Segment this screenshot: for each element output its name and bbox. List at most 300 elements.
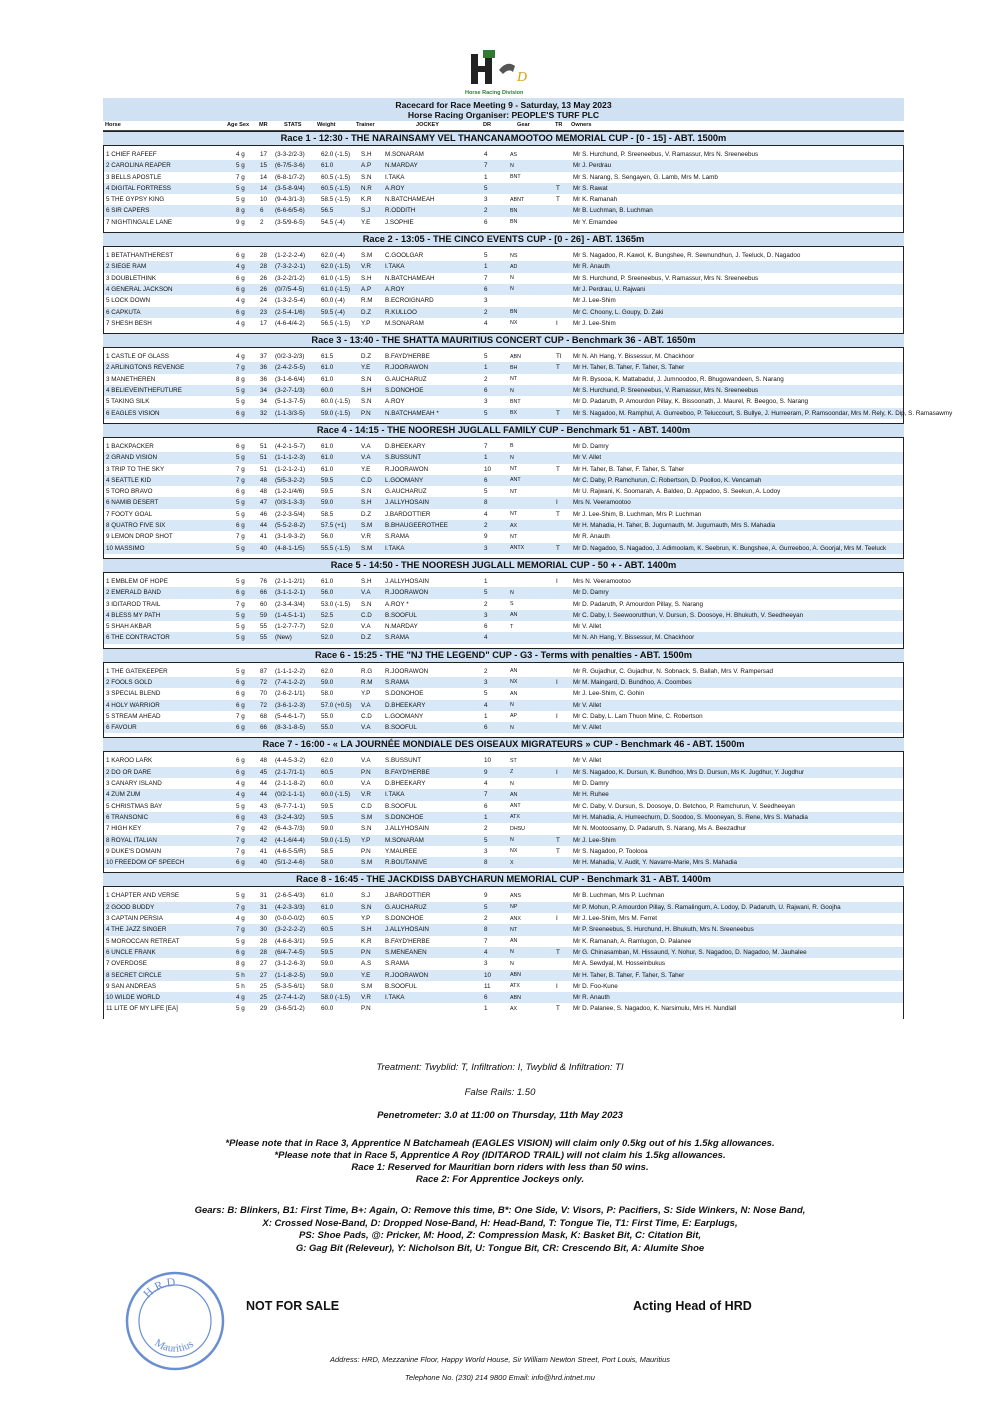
stats: (6-7/5-3-6) bbox=[275, 162, 305, 170]
runner-row bbox=[104, 767, 903, 778]
age-sex: 6 g bbox=[236, 948, 245, 956]
weight: 60.0 (-1.5) bbox=[321, 791, 351, 799]
treatment: I bbox=[556, 678, 558, 686]
horse-name: 5 TAKING SILK bbox=[106, 398, 150, 406]
weight: 60.5 bbox=[321, 926, 334, 934]
weight: 58.0 bbox=[321, 690, 334, 698]
horse-name: 5 TORO BRAVO bbox=[106, 488, 153, 496]
race-runners bbox=[103, 438, 904, 558]
stats: (4-2-1-5-7) bbox=[275, 442, 306, 450]
horse-name: 9 SAN ANDREAS bbox=[106, 982, 157, 990]
owners: Mrs N. Veeramootoo bbox=[573, 499, 631, 507]
runner-row bbox=[104, 846, 903, 857]
owners: Mr S. Nagadoo, R. Kawol, K. Bungshee, R. Sewnundhun, J. Teeluck, D. Nagadoo bbox=[573, 252, 801, 260]
runner-row bbox=[104, 992, 903, 1003]
stats: (5/1-2-4-6) bbox=[275, 859, 305, 867]
mr: 15 bbox=[260, 162, 268, 170]
draw: 5 bbox=[484, 252, 488, 260]
owners: Mr N. Mootoosamy, D. Padaruth, S. Narang, Ms A. Beezadhur bbox=[573, 825, 747, 833]
trainer: N.R bbox=[361, 184, 372, 192]
owners: Mr D. Padaruth, P. Amourdon Pillay, S. Narang bbox=[573, 600, 703, 608]
owners: Mr V. Allet bbox=[573, 757, 602, 765]
runner-row bbox=[104, 902, 903, 913]
age-sex: 5 g bbox=[236, 623, 245, 631]
stats: (1-2-1/4/6) bbox=[275, 488, 305, 496]
treatment: T bbox=[556, 948, 560, 956]
age-sex: 5 g bbox=[236, 611, 245, 619]
gear: ABN bbox=[510, 353, 521, 360]
age-sex: 4 g bbox=[236, 297, 245, 305]
owners: Mrs N. Veeramootoo bbox=[573, 577, 631, 585]
weight: 60.0 bbox=[321, 1005, 334, 1013]
draw: 3 bbox=[484, 611, 488, 619]
age-sex: 5 g bbox=[236, 937, 245, 945]
treatment: I bbox=[556, 915, 558, 923]
owners: Mr S. Hurchund, P. Sreeneebus, V. Ramassur, Mrs N. Sreeneebus bbox=[573, 274, 759, 282]
gear: NT bbox=[510, 466, 518, 473]
weight: 55.5 (-1.5) bbox=[321, 544, 351, 552]
owners: Mr H. Taher, B. Taher, F. Taher, S. Taher bbox=[573, 465, 685, 473]
trainer: S.J bbox=[361, 207, 371, 215]
owners: Mr C. Daby, V. Dursun, S. Doosoye, D. Betchoo, P. Ramchurun, V. Seedheeyan bbox=[573, 802, 795, 810]
horse-name: 1 THE GATEKEEPER bbox=[106, 667, 168, 675]
gear: N bbox=[510, 780, 514, 787]
gear: BNT bbox=[510, 174, 521, 181]
horse-name: 2 SIEGE RAM bbox=[106, 263, 147, 271]
trainer: A.P bbox=[361, 285, 372, 293]
weight: 61.5 bbox=[321, 353, 334, 361]
owners: Mr J. Lee-Shim, C. Gohin bbox=[573, 690, 645, 698]
age-sex: 6 g bbox=[236, 522, 245, 530]
mr: 29 bbox=[260, 1005, 268, 1013]
trainer: P.N bbox=[361, 1005, 371, 1013]
trainer: S.N bbox=[361, 903, 372, 911]
jockey: N.BATCHAMEAH bbox=[385, 196, 435, 204]
mr: 6 bbox=[260, 207, 264, 215]
stats: (5-4-6-1-7) bbox=[275, 712, 306, 720]
stats: (4-4-5-3-2) bbox=[275, 757, 306, 765]
gear: N bbox=[510, 960, 514, 967]
mr: 24 bbox=[260, 297, 268, 305]
horse-name: 7 HIGH KEY bbox=[106, 825, 142, 833]
age-sex: 5 g bbox=[236, 510, 245, 518]
horse-name: 3 CAPTAIN PERSIA bbox=[106, 915, 163, 923]
trainer: S.H bbox=[361, 926, 372, 934]
horse-name: 6 CAPKUTA bbox=[106, 308, 141, 316]
runner-row bbox=[104, 1003, 903, 1014]
treatment: T bbox=[556, 465, 560, 473]
runner-row bbox=[104, 475, 903, 486]
horse-name: 6 NAMIB DESERT bbox=[106, 499, 159, 507]
col-agesex: Age Sex bbox=[227, 122, 250, 128]
runner-row bbox=[104, 890, 903, 901]
owners: Mr U. Rajwani, K. Soomarah, A. Baldeo, D. Appadoo, S. Seekun, A. Lodoy bbox=[573, 488, 781, 496]
trainer: D.Z bbox=[361, 353, 372, 361]
age-sex: 7 g bbox=[236, 476, 245, 484]
owners: Mr D. Damry bbox=[573, 442, 609, 450]
stats: (9-4-3/1-3) bbox=[275, 196, 305, 204]
treatment: T bbox=[556, 1005, 560, 1013]
racecard-title: Racecard for Race Meeting 9 - Saturday, 13 May 2023 bbox=[103, 98, 904, 110]
horse-name: 1 KAROO LARK bbox=[106, 757, 153, 765]
gear: S bbox=[510, 601, 514, 607]
gear: ANTX bbox=[510, 545, 525, 552]
trainer: Y.P bbox=[361, 690, 371, 698]
horse-name: 4 SEATTLE KID bbox=[106, 476, 152, 484]
runner-row bbox=[104, 857, 903, 868]
jockey: A.ROY * bbox=[385, 600, 409, 608]
note-line: *Please note that in Race 5, Apprentice A Roy (IDITAROD TRAIL) will not claim his 1.5kg allowances. bbox=[274, 1150, 726, 1161]
weight: 58.0 bbox=[321, 859, 334, 867]
trainer: P.N bbox=[361, 847, 371, 855]
weight: 52.0 bbox=[321, 634, 334, 642]
draw: 1 bbox=[484, 813, 488, 821]
gear: NT bbox=[510, 376, 518, 383]
age-sex: 6 g bbox=[236, 274, 245, 282]
owners: Mr M. Maingard, D. Bundhoo, A. Coombes bbox=[573, 678, 692, 686]
mr: 40 bbox=[260, 859, 268, 867]
owners: Mr D. Padaruth, P. Amourdon Pillay, K. Bissoonath, J. Maurel, R. Beegoo, S. Narang bbox=[573, 398, 808, 406]
runner-row bbox=[104, 149, 903, 160]
horse-name: 6 TRANSONIC bbox=[106, 813, 149, 821]
mr: 42 bbox=[260, 825, 268, 833]
horse-name: 9 DUKE'S DOMAIN bbox=[106, 847, 162, 855]
owners: Mr D. Palanee, S. Nagadoo, K. Narsimulu, Mrs H. Nundlall bbox=[573, 1005, 737, 1013]
treatment: T bbox=[556, 184, 560, 192]
draw: 8 bbox=[484, 499, 488, 507]
draw: 6 bbox=[484, 802, 488, 810]
gear: BNT bbox=[510, 398, 521, 405]
draw: 6 bbox=[484, 285, 488, 293]
weight: 58.5 bbox=[321, 510, 334, 518]
race-runners bbox=[103, 348, 953, 423]
stats: (3-6-1-2-3) bbox=[275, 701, 306, 709]
owners: Mr R. Gujadhur, C. Gujadhur, N. Sobnack, S. Ballah, Mrs V. Rampersad bbox=[573, 667, 773, 675]
gear: NP bbox=[510, 904, 518, 911]
jockey: R.BOUTANIVE bbox=[385, 859, 428, 867]
mr: 2 bbox=[260, 218, 264, 226]
weight: 61.0 bbox=[321, 892, 334, 900]
gear: N bbox=[510, 162, 514, 169]
owners: Mr H. Ruhee bbox=[573, 791, 609, 799]
trainer: K.R bbox=[361, 937, 372, 945]
trainer: Y.E bbox=[361, 364, 371, 372]
race-title: Race 6 - 15:25 - THE "NJ THE LEGEND" CUP - G3 - Terms with penalties - ABT. 1500m bbox=[103, 648, 904, 663]
draw: 6 bbox=[484, 387, 488, 395]
owners: Mr S. Nagadoo, K. Dursun, K. Bundhoo, Mrs D. Dursun, Ms K. Jugdhur, Y. Jugdhur bbox=[573, 768, 805, 776]
mr: 34 bbox=[260, 398, 268, 406]
mr: 45 bbox=[260, 768, 268, 776]
jockey: D.BHEEKARY bbox=[385, 442, 426, 450]
stats: (3-5-8-9/4) bbox=[275, 184, 305, 192]
weight: 60.0 (-1.5) bbox=[321, 398, 351, 406]
jockey: I.TAKA bbox=[385, 263, 405, 271]
note-line: Race 1: Reserved for Mauritian born riders with less than 50 wins. bbox=[351, 1162, 649, 1173]
jockey: I.TAKA bbox=[385, 544, 405, 552]
age-sex: 6 g bbox=[236, 768, 245, 776]
treatment: I bbox=[556, 768, 558, 776]
age-sex: 7 g bbox=[236, 926, 245, 934]
draw: 5 bbox=[484, 836, 488, 844]
gear: ATX bbox=[510, 814, 520, 821]
draw: 2 bbox=[484, 308, 488, 316]
trainer: K.R bbox=[361, 196, 372, 204]
draw: 3 bbox=[484, 678, 488, 686]
weight: 61.0 bbox=[321, 442, 334, 450]
horse-name: 11 LITE OF MY LIFE [EA] bbox=[106, 1005, 178, 1013]
owners: Mr C. Daby, L. Lam Thuon Mine, C. Robertson bbox=[573, 712, 703, 720]
treatment: T bbox=[556, 364, 560, 372]
mr: 43 bbox=[260, 813, 268, 821]
jockey: B.SOOFUL bbox=[385, 724, 417, 732]
runner-row bbox=[104, 599, 903, 610]
owners: Mr V. Allet bbox=[573, 454, 602, 462]
trainer: S.N bbox=[361, 825, 372, 833]
mr: 17 bbox=[260, 319, 268, 327]
draw: 11 bbox=[484, 982, 491, 990]
stats: (1-1-3/3-5) bbox=[275, 409, 305, 417]
draw: 1 bbox=[484, 712, 488, 720]
stats: (3-1-1-2-1) bbox=[275, 589, 306, 597]
runner-row bbox=[104, 273, 903, 284]
gear: ATX bbox=[510, 983, 520, 990]
mr: 34 bbox=[260, 387, 268, 395]
svg-text:Mauritius bbox=[152, 1337, 195, 1355]
weight: 52.5 bbox=[321, 611, 334, 619]
runner-row bbox=[104, 217, 903, 228]
trainer: V.A bbox=[361, 623, 371, 631]
horse-name: 2 EMERALD BAND bbox=[106, 589, 161, 597]
horse-name: 7 FOOTY GOAL bbox=[106, 510, 153, 518]
weight: 55.0 bbox=[321, 712, 334, 720]
jockey: S.RAMA bbox=[385, 678, 410, 686]
age-sex: 5 g bbox=[236, 162, 245, 170]
gears-legend bbox=[0, 1205, 1000, 1255]
horse-name: 5 STREAM AHEAD bbox=[106, 712, 161, 720]
treatment-note: Treatment: Twyblid: T, Infiltration: I, Twyblid & Infiltration: TI bbox=[376, 1062, 624, 1073]
weight: 53.0 (-1.5) bbox=[321, 600, 351, 608]
stats: (4-8-1-1/5) bbox=[275, 544, 305, 552]
owners: Mr N. Ah Hang, Y. Bissessur, M. Chackhoor bbox=[573, 353, 695, 361]
jockey: J.BARDOTTIER bbox=[385, 510, 431, 518]
mr: 68 bbox=[260, 712, 268, 720]
runner-row bbox=[104, 632, 903, 643]
mr: 26 bbox=[260, 274, 268, 282]
age-sex: 7 g bbox=[236, 836, 245, 844]
owners: Mr J. Lee-Shim bbox=[573, 297, 616, 305]
stats: (2-2-3-5/4) bbox=[275, 510, 305, 518]
mr: 30 bbox=[260, 915, 268, 923]
draw: 6 bbox=[484, 476, 488, 484]
stats: (1-2-2-2-4) bbox=[275, 252, 306, 260]
horse-name: 4 THE JAZZ SINGER bbox=[106, 926, 167, 934]
gear: N bbox=[510, 589, 514, 596]
owners: Mr D. Damry bbox=[573, 589, 609, 597]
treatment: T bbox=[556, 196, 560, 204]
draw: 3 bbox=[484, 847, 488, 855]
trainer: V.A bbox=[361, 724, 371, 732]
gear: ANX bbox=[510, 915, 521, 922]
runner-row bbox=[104, 677, 903, 688]
stats: (5-5-2-8-2) bbox=[275, 522, 306, 530]
age-sex: 6 g bbox=[236, 589, 245, 597]
owners: Mr C. Choony, L. Goupy, D. Zaki bbox=[573, 308, 664, 316]
age-sex: 5 g bbox=[236, 196, 245, 204]
runner-row bbox=[104, 947, 903, 958]
gear: ABN bbox=[510, 994, 521, 1001]
gear: B bbox=[510, 443, 514, 450]
runner-row bbox=[104, 587, 903, 598]
draw: 5 bbox=[484, 903, 488, 911]
weight: 59.5 bbox=[321, 476, 334, 484]
draw: 5 bbox=[484, 353, 488, 361]
mr: 28 bbox=[260, 937, 268, 945]
runner-row bbox=[104, 497, 903, 508]
horse-name: 3 SPECIAL BLEND bbox=[106, 690, 161, 698]
trainer: Y.E bbox=[361, 971, 371, 979]
weight: 54.5 (-4) bbox=[321, 218, 345, 226]
mr: 76 bbox=[260, 577, 268, 585]
race-title: Race 2 - 13:05 - THE CINCO EVENTS CUP - [0 - 26] - ABT. 1365m bbox=[103, 232, 904, 247]
trainer: S.J bbox=[361, 892, 371, 900]
acting-head: Acting Head of HRD bbox=[633, 1299, 752, 1313]
gear: NT bbox=[510, 533, 518, 540]
jockey: N.BATCHAMEAH bbox=[385, 274, 435, 282]
trainer: D.Z bbox=[361, 510, 372, 518]
weight: 56.0 bbox=[321, 533, 334, 541]
horse-name: 10 FREEDOM OF SPEECH bbox=[106, 859, 185, 867]
weight: 52.0 bbox=[321, 623, 334, 631]
age-sex: 4 g bbox=[236, 915, 245, 923]
stats: (6-6-6/5-6) bbox=[275, 207, 305, 215]
gear: AX bbox=[510, 522, 518, 529]
draw: 4 bbox=[484, 151, 488, 158]
runner-row bbox=[104, 509, 903, 520]
trainer: C.D bbox=[361, 476, 372, 484]
race-title: Race 8 - 16:45 - THE JACKDISS DABYCHARUN MEMORIAL CUP - Benchmark 31 - ABT. 1400m bbox=[103, 872, 904, 887]
race-runners bbox=[103, 247, 904, 333]
weight: 56.0 bbox=[321, 589, 334, 597]
draw: 9 bbox=[484, 892, 488, 900]
runner-row bbox=[104, 981, 903, 992]
runner-row bbox=[104, 307, 903, 318]
jockey: L.GOOMANY bbox=[385, 476, 424, 484]
age-sex: 4 g bbox=[236, 994, 245, 1002]
mr: 48 bbox=[260, 488, 268, 496]
age-sex: 7 g bbox=[236, 173, 245, 181]
weight: 59.5 bbox=[321, 488, 334, 496]
horse-name: 4 GENERAL JACKSON bbox=[106, 285, 173, 293]
trainer: V.R bbox=[361, 263, 371, 271]
jockey: C.GOOLGAR bbox=[385, 252, 424, 260]
weight: 59.5 (-4) bbox=[321, 308, 345, 316]
stats: (3-2-2/1-2) bbox=[275, 274, 305, 282]
stats: (1-1-8-2-5) bbox=[275, 971, 306, 979]
owners: Mr V. Allet bbox=[573, 701, 602, 709]
owners: Mr J. Lee-Shim bbox=[573, 319, 616, 327]
draw: 4 bbox=[484, 319, 488, 327]
horse-name: 10 WILDE WORLD bbox=[106, 994, 160, 1002]
stats: (2-7-4-1-2) bbox=[275, 994, 306, 1002]
stats: (5/5-3-2-2) bbox=[275, 476, 305, 484]
horse-name: 6 EAGLES VISION bbox=[106, 409, 160, 417]
draw: 5 bbox=[484, 488, 488, 496]
runner-row bbox=[104, 351, 903, 362]
col-jockey: JOCKEY bbox=[416, 122, 440, 128]
draw: 2 bbox=[484, 522, 488, 530]
trainer: P.N bbox=[361, 409, 371, 417]
jockey: R.JOORAWON bbox=[385, 364, 429, 372]
hrd-logo bbox=[103, 48, 904, 98]
age-sex: 8 g bbox=[236, 960, 245, 968]
weight: 62.0 bbox=[321, 667, 334, 675]
draw: 6 bbox=[484, 724, 488, 732]
draw: 2 bbox=[484, 915, 488, 923]
age-sex: 4 g bbox=[236, 151, 245, 158]
weight: 59.0 bbox=[321, 499, 334, 507]
stats: (6-8-1/7-2) bbox=[275, 173, 305, 181]
jockey: S.RAMA bbox=[385, 634, 410, 642]
trainer: S.N bbox=[361, 375, 372, 383]
owners: Mr P. Mohun, P. Amourdon Pillay, S. Ramalingum, A. Lodoy, D. Padaruth, U. Rajwani, R. Goojha bbox=[573, 903, 841, 911]
gear: N bbox=[510, 275, 514, 282]
trainer: V.A bbox=[361, 454, 371, 462]
jockey: G.AUCHARUZ bbox=[385, 903, 427, 911]
race-runners bbox=[103, 146, 904, 232]
horse-name: 3 IDITAROD TRAIL bbox=[106, 600, 161, 608]
jockey: G.AUCHARUZ bbox=[385, 488, 427, 496]
horse-name: 6 UNCLE FRANK bbox=[106, 948, 156, 956]
mr: 41 bbox=[260, 533, 268, 541]
weight: 59.5 bbox=[321, 948, 334, 956]
owners: Mr N. Ah Hang, Y. Bissessur, M. Chackhoor bbox=[573, 634, 695, 642]
stats: (6-4-3-7/3) bbox=[275, 825, 305, 833]
jockey: R.JOORAWON bbox=[385, 589, 429, 597]
jockey: R.JOORAWON bbox=[385, 667, 429, 675]
mr: 32 bbox=[260, 409, 268, 417]
weight: 59.0 (-1.5) bbox=[321, 836, 351, 844]
mr: 72 bbox=[260, 701, 268, 709]
owners: Mr S. Rawat bbox=[573, 184, 608, 192]
jockey: B.SOOFUL bbox=[385, 611, 417, 619]
draw: 6 bbox=[484, 623, 488, 631]
trainer: V.A bbox=[361, 442, 371, 450]
stats: (2-1-7/1-1) bbox=[275, 768, 305, 776]
treatment: I bbox=[556, 577, 558, 585]
stats: (0/3-1-3-3) bbox=[275, 499, 305, 507]
gear: NT bbox=[510, 511, 518, 518]
trainer: C.D bbox=[361, 712, 372, 720]
horse-name: 4 ZUM ZUM bbox=[106, 791, 141, 799]
gear: BN bbox=[510, 309, 518, 316]
mr: 31 bbox=[260, 892, 268, 900]
age-sex: 5 g bbox=[236, 577, 245, 585]
trainer: V.R bbox=[361, 533, 371, 541]
stats: (1-1-1-2-3) bbox=[275, 454, 306, 462]
col-gear: Gear bbox=[517, 122, 530, 128]
treatment: T bbox=[556, 847, 560, 855]
owners: Mr V. Allet bbox=[573, 724, 602, 732]
age-sex: 6 g bbox=[236, 308, 245, 316]
mr: 51 bbox=[260, 465, 268, 473]
trainer: Y.E bbox=[361, 218, 371, 226]
gear: ABNT bbox=[510, 196, 525, 203]
jockey: B.BHAUGEEROTHEE bbox=[385, 522, 448, 530]
draw: 7 bbox=[484, 937, 488, 945]
trainer: S.H bbox=[361, 151, 372, 158]
age-sex: 4 g bbox=[236, 353, 245, 361]
jockey: R.ODDITH bbox=[385, 207, 416, 215]
